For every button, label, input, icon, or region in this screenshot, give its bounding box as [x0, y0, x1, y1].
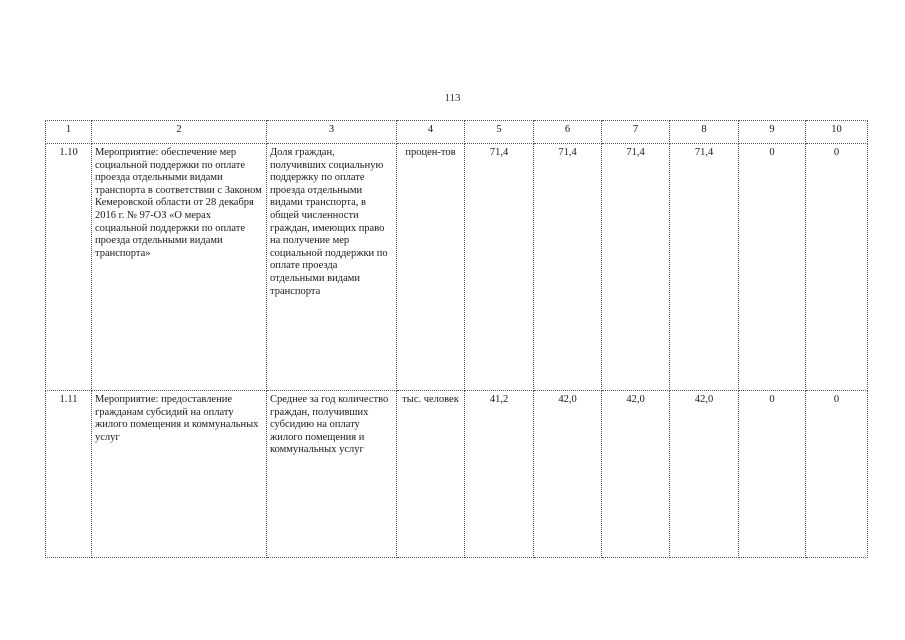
indicators-table — [45, 120, 868, 558]
value-cell: 42,0 — [534, 391, 602, 558]
header-cell: 9 — [739, 121, 806, 144]
value-cell: 0 — [739, 391, 806, 558]
unit-cell: процен-тов — [397, 144, 465, 391]
page-number: 113 — [444, 92, 461, 104]
row-number: 1.11 — [46, 391, 92, 558]
row-number: 1.10 — [46, 144, 92, 391]
value-cell: 42,0 — [602, 391, 670, 558]
header-cell: 5 — [465, 121, 534, 144]
header-cell: 6 — [534, 121, 602, 144]
indicator-description: Доля граждан, получивших социальную поддержку по оплате проезда отдельными видами транспорта, в общей численности граждан, имеющих право на получение мер социальной поддержки по оплате проезда отдельными видами транспорта — [267, 144, 397, 391]
value-cell: 71,4 — [670, 144, 739, 391]
event-description: Мероприятие: обеспечение мер социальной поддержки по оплате проезда отдельными видами транспорта в соответствии с Законом Кемеровской области от 28 декабря 2016 г. № 97-ОЗ «О мерах социальной поддержки по оплате проезда отдельными видами транспорта» — [92, 144, 267, 391]
header-cell: 3 — [267, 121, 397, 144]
table-header-row — [46, 121, 868, 144]
header-cell: 7 — [602, 121, 670, 144]
value-cell: 71,4 — [534, 144, 602, 391]
value-cell: 42,0 — [670, 391, 739, 558]
header-cell: 4 — [397, 121, 465, 144]
table-row — [46, 391, 868, 558]
unit-cell: тыс. человек — [397, 391, 465, 558]
value-cell: 0 — [806, 144, 868, 391]
header-cell: 10 — [806, 121, 868, 144]
value-cell: 71,4 — [602, 144, 670, 391]
value-cell: 71,4 — [465, 144, 534, 391]
event-description: Мероприятие: предоставление гражданам субсидий на оплату жилого помещения и коммунальных услуг — [92, 391, 267, 558]
header-cell: 2 — [92, 121, 267, 144]
value-cell: 0 — [806, 391, 868, 558]
table-row — [46, 144, 868, 391]
header-cell: 8 — [670, 121, 739, 144]
value-cell: 41,2 — [465, 391, 534, 558]
header-cell: 1 — [46, 121, 92, 144]
value-cell: 0 — [739, 144, 806, 391]
indicator-description: Среднее за год количество граждан, получивших субсидию на оплату жилого помещения и коммунальных услуг — [267, 391, 397, 558]
